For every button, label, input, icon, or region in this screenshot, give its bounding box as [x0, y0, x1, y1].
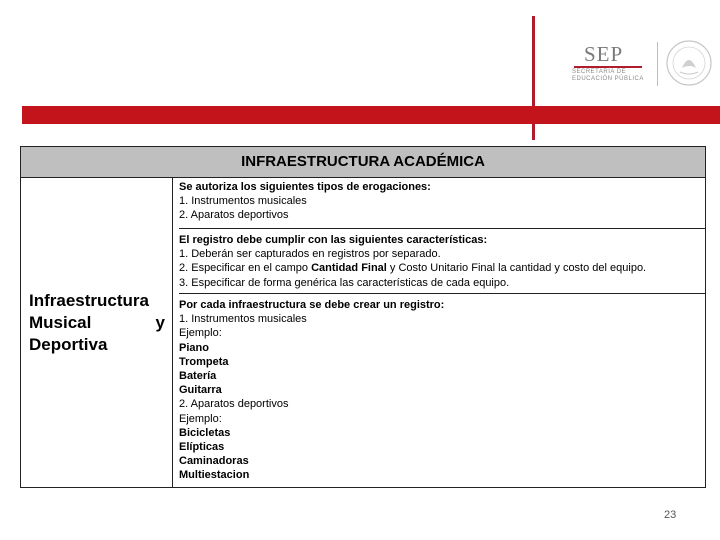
requirement-item-2: [179, 261, 705, 275]
category-label-line1: Infraestructura: [29, 291, 149, 310]
header-red-bar: [22, 106, 720, 124]
category-label-line2a: Musical: [29, 313, 92, 332]
authorized-expenses-heading: Se autoriza los siguientes tipos de erogaciones:: [179, 181, 431, 193]
category-label-line2b: y: [155, 313, 165, 332]
logo-divider: [657, 42, 658, 86]
sep-logo-subtitle-2: EDUCACIÓN PÚBLICA: [572, 76, 644, 82]
category-label: [29, 290, 165, 356]
registration-line: 2. Aparatos deportivos: [179, 398, 289, 411]
registration-line: Multiestacion: [179, 469, 250, 482]
registration-line: 1. Instrumentos musicales: [179, 313, 307, 326]
sep-logo-text: SEP: [584, 42, 624, 66]
registration-line: Ejemplo:: [179, 412, 222, 425]
registration-line: Piano: [179, 341, 209, 354]
authorized-expense-item: 2. Aparatos deportivos: [179, 209, 289, 222]
requirement-item-2-bold: Cantidad Final: [311, 262, 387, 275]
table-title: INFRAESTRUCTURA ACADÉMICA: [241, 153, 485, 170]
registration-line: Bicicletas: [179, 426, 231, 439]
requirement-item-2-pre: 2. Especificar en el campo: [179, 262, 312, 275]
registration-heading: Por cada infraestructura se debe crear un registro:: [179, 299, 445, 311]
registration-line: Ejemplo:: [179, 327, 222, 340]
page-number: 23: [664, 509, 677, 521]
registration-line: Guitarra: [179, 384, 222, 397]
table-header: [21, 147, 705, 178]
requirements-block: [179, 233, 705, 290]
authorized-expense-item: 1. Instrumentos musicales: [179, 195, 307, 208]
row-divider: [179, 228, 705, 229]
national-seal-icon: [664, 38, 714, 88]
registration-lines: [179, 312, 705, 482]
registration-line: Elípticas: [179, 441, 225, 454]
requirement-item: 1. Deberán ser capturados en registros por separado.: [179, 248, 441, 261]
requirement-item-2-post: y Costo Unitario Final la cantidad y costo del equipo.: [386, 262, 647, 275]
registration-line: Batería: [179, 370, 217, 383]
category-cell: [21, 178, 173, 487]
sep-logo-subtitle-1: SECRETARÍA DE: [572, 69, 627, 75]
registration-block: [179, 298, 705, 483]
registration-line: Caminadoras: [179, 455, 249, 468]
row-divider: [179, 293, 705, 294]
category-label-line3: Deportiva: [29, 335, 108, 354]
authorized-expenses-block: [179, 180, 705, 223]
infrastructure-table: [20, 146, 706, 488]
requirement-item: 3. Especificar de forma genérica las características de cada equipo.: [179, 276, 510, 289]
registration-line: Trompeta: [179, 355, 229, 368]
sep-logo-underline: [574, 66, 642, 68]
requirements-heading: El registro debe cumplir con las siguientes características:: [179, 234, 488, 246]
